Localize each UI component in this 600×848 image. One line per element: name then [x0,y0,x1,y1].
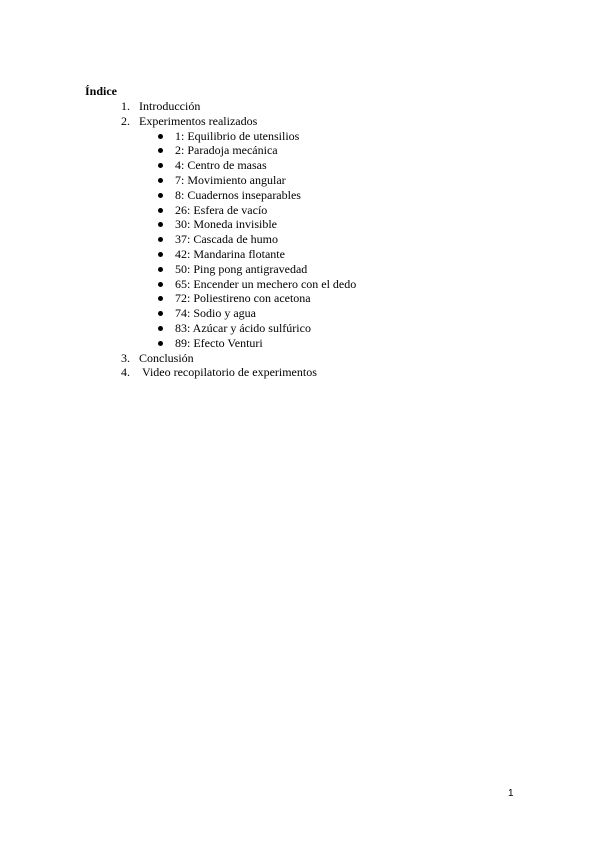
bullet-icon [158,282,163,287]
table-of-contents [85,84,545,380]
experiment-label: 4: Centro de masas [175,158,267,173]
list-item [85,173,545,188]
section-label: Video recopilatorio de experimentos [142,365,317,380]
list-item [85,129,545,144]
toc-section-conclusion [85,351,545,366]
list-item [85,217,545,232]
bullet-icon [158,163,163,168]
toc-section-experiments [85,114,545,129]
experiment-label: 7: Movimiento angular [175,172,286,187]
experiment-label: 89: Efecto Venturi [175,335,263,350]
experiment-label: 42: Mandarina flotante [175,246,285,261]
bullet-icon [158,193,163,198]
list-item [85,291,545,306]
experiment-label: 26: Esfera de vacío [175,202,268,217]
experiment-label: 8: Cuadernos inseparables [175,187,301,202]
toc-section-introduction [85,99,545,114]
bullet-icon [158,237,163,242]
list-item [85,143,545,158]
section-number: 2. [121,113,130,128]
experiment-label: 50: Ping pong antigravedad [175,261,308,276]
list-item [85,158,545,173]
list-item [85,321,545,336]
bullet-icon [158,178,163,183]
list-item [85,247,545,262]
bullet-icon [158,222,163,227]
bullet-icon [158,134,163,139]
bullet-icon [158,311,163,316]
experiment-label: 74: Sodio y agua [175,306,256,321]
bullet-icon [158,341,163,346]
bullet-icon [158,326,163,331]
list-item [85,232,545,247]
list-item [85,188,545,203]
page-number: 1 [508,788,514,799]
bullet-icon [158,148,163,153]
list-item [85,262,545,277]
bullet-icon [158,296,163,301]
experiment-label: 83: Azúcar y ácido sulfúrico [175,320,311,335]
section-number: 3. [121,350,130,365]
section-label: Introducción [139,99,201,113]
section-number: 4. [121,365,130,380]
bullet-icon [158,208,163,213]
section-label: Experimentos realizados [139,113,258,128]
bullet-icon [158,267,163,272]
toc-section-video [85,365,545,380]
section-number: 1. [121,99,130,113]
bullet-icon [158,252,163,257]
list-item [85,277,545,292]
experiment-label: 72: Poliestireno con acetona [175,291,311,306]
toc-title: Índice [85,84,118,98]
experiments-list [85,129,545,351]
list-item [85,306,545,321]
section-label: Conclusión [139,350,194,365]
experiment-label: 37: Cascada de humo [175,232,278,247]
experiment-label: 30: Moneda invisible [175,217,277,232]
list-item [85,203,545,218]
experiment-label: 65: Encender un mechero con el dedo [175,276,357,291]
list-item [85,336,545,351]
experiment-label: 1: Equilibrio de utensilios [175,128,300,143]
experiment-label: 2: Paradoja mecánica [175,143,278,158]
